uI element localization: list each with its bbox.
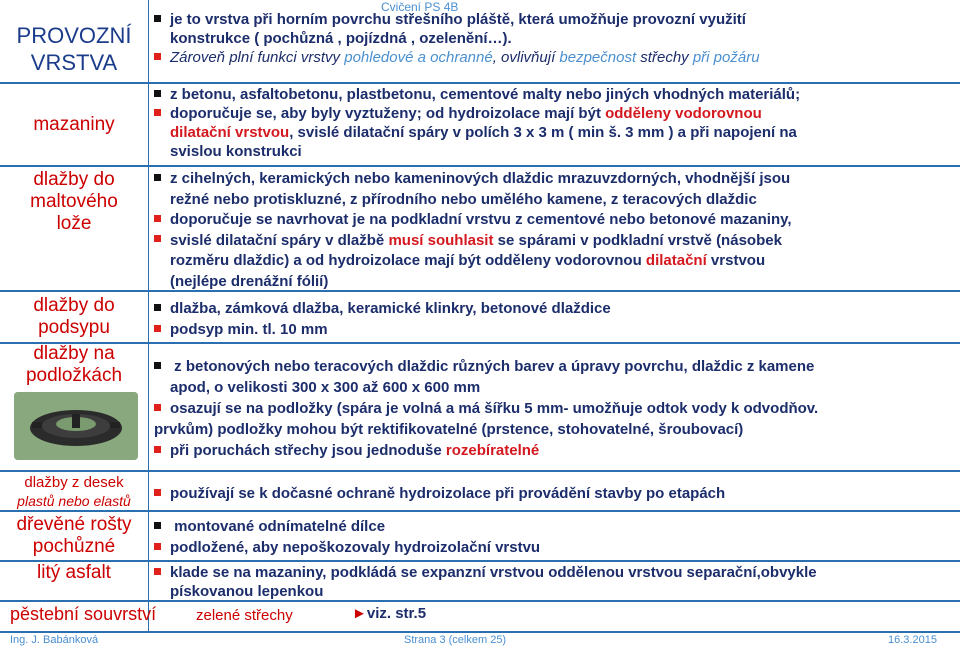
text-line — [154, 356, 954, 377]
line-text: doporučuje se, aby byly vyztuženy; od hydroizolace mají být — [170, 105, 606, 122]
square-bullet-icon — [154, 15, 161, 22]
line-text: klade se na mazaniny, podkládá se expanzní vrstvou oddělenou vrstvou separační,obvykle — [170, 564, 817, 581]
line-text: z betonových nebo teracových dlaždic různých barev a úpravy povrchu, dlaždic z kamene — [170, 358, 815, 375]
text-line — [154, 85, 954, 104]
footer-date: 16.3.2015 — [888, 634, 937, 646]
text-line — [154, 123, 954, 142]
label-rosty — [0, 514, 148, 558]
highlight-text: musí souhlasit — [388, 231, 494, 249]
label-desky — [0, 474, 148, 510]
line-text: svislou konstrukci — [170, 143, 302, 160]
line-text: dlažba, zámková dlažba, keramické klinkry, betonové dlaždice — [170, 300, 611, 317]
arrow-right-icon: ► — [352, 605, 367, 622]
label-line: podsypu — [38, 317, 110, 338]
text-line — [154, 231, 954, 252]
square-bullet-icon — [154, 522, 161, 529]
title-line-2: VRSTVA — [30, 50, 118, 75]
label-line: dlažby do — [33, 169, 115, 190]
label-dlazby-podlozky — [0, 343, 148, 387]
section-provozni — [154, 10, 954, 67]
label-asfalt: litý asfalt — [37, 562, 111, 583]
text-line — [154, 398, 954, 419]
highlight-text: při požáru — [692, 49, 760, 66]
line-text: Zároveň plní funkci vrstvy — [170, 49, 345, 66]
text-line — [154, 516, 954, 537]
text-line — [154, 319, 954, 340]
section-podlozky — [154, 356, 954, 461]
label-line: dlažby z desek — [24, 474, 124, 491]
section-mazaniny — [154, 85, 954, 161]
pedestal-illustration — [14, 392, 138, 460]
line-text: z cihelných, keramických nebo kameninových dlaždic mrazuvzdorných, vhodnější jsou — [170, 170, 791, 187]
section-maltove — [154, 169, 954, 292]
square-bullet-icon — [154, 325, 161, 332]
left-title — [0, 22, 148, 76]
highlight-text: rozebíratelné — [445, 442, 540, 459]
square-bullet-icon — [154, 235, 161, 242]
line-text: podložené, aby nepoškozovaly hydroizolační vrstvu — [170, 539, 541, 556]
pedestal-photo — [14, 392, 138, 460]
line-text: , svislé dilatační spáry v polích 3 x 3 m ( min š. 3 mm ) a při napojení na — [289, 124, 797, 141]
text-line — [154, 169, 954, 190]
section-desky — [154, 484, 954, 503]
line-text: z betonu, asfaltobetonu, plastbetonu, cementové malty nebo jiných vhodných materiálů; — [170, 86, 801, 103]
highlight-text: dilatační vrstvou — [170, 124, 290, 141]
label-line: maltového — [30, 191, 118, 212]
footer-author: Ing. J. Babánková — [10, 634, 99, 646]
label-pestebni: pěstební souvrství — [10, 604, 157, 624]
section-divider — [0, 470, 960, 472]
section-divider — [0, 82, 960, 84]
section-divider — [0, 165, 960, 167]
section-divider — [0, 510, 960, 512]
square-bullet-icon — [154, 215, 161, 222]
viz-reference — [352, 605, 426, 622]
footer-divider — [0, 631, 960, 633]
text-line — [154, 251, 954, 272]
line-text: montované odnímatelné dílce — [170, 518, 386, 535]
line-text: používají se k dočasné ochraně hydroizolace při provádění stavby po etapách — [170, 485, 726, 502]
line-text: vrstvou — [706, 252, 766, 269]
line-text: doporučuje se navrhovat je na podkladní vrstvu z cementové nebo betonové mazaniny, — [170, 211, 792, 228]
text-line — [154, 210, 954, 231]
column-divider — [148, 0, 149, 632]
header-title: Cvičení PS 4B — [381, 0, 459, 14]
line-text: konstrukce ( pochůzná , pojízdná , ozelenění…). — [170, 30, 512, 47]
section-rosty — [154, 516, 954, 558]
text-line — [154, 48, 954, 67]
footer-page: Strana 3 (celkem 25) — [404, 634, 507, 646]
section-asfalt — [154, 563, 954, 601]
square-bullet-icon — [154, 174, 161, 181]
label-dlazby-maltove — [0, 169, 148, 235]
square-bullet-icon — [154, 404, 161, 411]
section-podsyp — [154, 298, 954, 340]
square-bullet-icon — [154, 90, 161, 97]
text-line — [154, 104, 954, 123]
line-text: podsyp min. tl. 10 mm — [170, 321, 328, 338]
square-bullet-icon — [154, 568, 161, 575]
line-text: apod, o velikosti 300 x 300 až 600 x 600 mm — [170, 379, 481, 396]
square-bullet-icon — [154, 109, 161, 116]
square-bullet-icon — [154, 362, 161, 369]
line-text: (nejlépe drenážní fólií) — [170, 272, 329, 290]
viz-text: viz. str.5 — [366, 605, 427, 622]
square-bullet-icon — [154, 543, 161, 550]
line-text: režné nebo protiskluzné, z přírodního nebo umělého kamene, z teracových dlaždic — [170, 190, 757, 208]
text-line — [154, 484, 954, 503]
line-text: osazují se na podložky (spára je volná a má šířku 5 mm- umožňuje odtok vody k odvodňov. — [170, 400, 819, 417]
label-line: podložkách — [25, 365, 123, 386]
line-text: pískovanou lepenkou — [170, 583, 324, 600]
square-bullet-icon — [154, 304, 161, 311]
label-zelene: zelené střechy — [196, 607, 293, 624]
text-line — [154, 298, 954, 319]
text-line — [154, 10, 954, 29]
text-line — [154, 537, 954, 558]
line-text: je to vrstva při horním povrchu střešního pláště, která umožňuje provozní využití — [170, 11, 746, 28]
highlight-text: odděleny vodorovnou — [605, 105, 762, 122]
text-line — [154, 440, 954, 461]
highlight-text: pohledové a ochranné — [344, 49, 493, 66]
line-text: rozměru dlaždic) a od hydroizolace mají být odděleny vodorovnou — [170, 252, 646, 269]
line-text: svislé dilatační spáry v dlažbě — [170, 231, 389, 249]
label-line: dlažby na — [33, 343, 115, 364]
line-text: střechy — [636, 49, 693, 66]
title-line-1: PROVOZNÍ — [16, 23, 132, 48]
square-bullet-icon — [154, 446, 161, 453]
square-bullet-icon — [154, 489, 161, 496]
line-text: prvkům) podložky mohou být rektifikovatelné (prstence, stohovatelné, šroubovací) — [154, 421, 744, 438]
line-text: při poruchách střechy jsou jednoduše — [170, 442, 446, 459]
label-line: dřevěné rošty — [16, 514, 132, 535]
label-line: dlažby do — [33, 295, 115, 316]
label-line: plastů nebo elastů — [17, 493, 131, 509]
text-line — [154, 563, 954, 582]
highlight-text: bezpečnost — [559, 49, 637, 66]
label-line: pochůzné — [32, 536, 116, 557]
label-line: lože — [56, 213, 92, 234]
label-mazaniny: mazaniny — [33, 114, 115, 135]
line-text: , ovlivňují — [492, 49, 560, 66]
line-text: se spárami v podkladní vrstvě (násobek — [493, 231, 782, 249]
square-bullet-icon — [154, 53, 161, 60]
highlight-text: dilatační — [645, 252, 707, 269]
label-dlazby-podsyp — [0, 295, 148, 339]
